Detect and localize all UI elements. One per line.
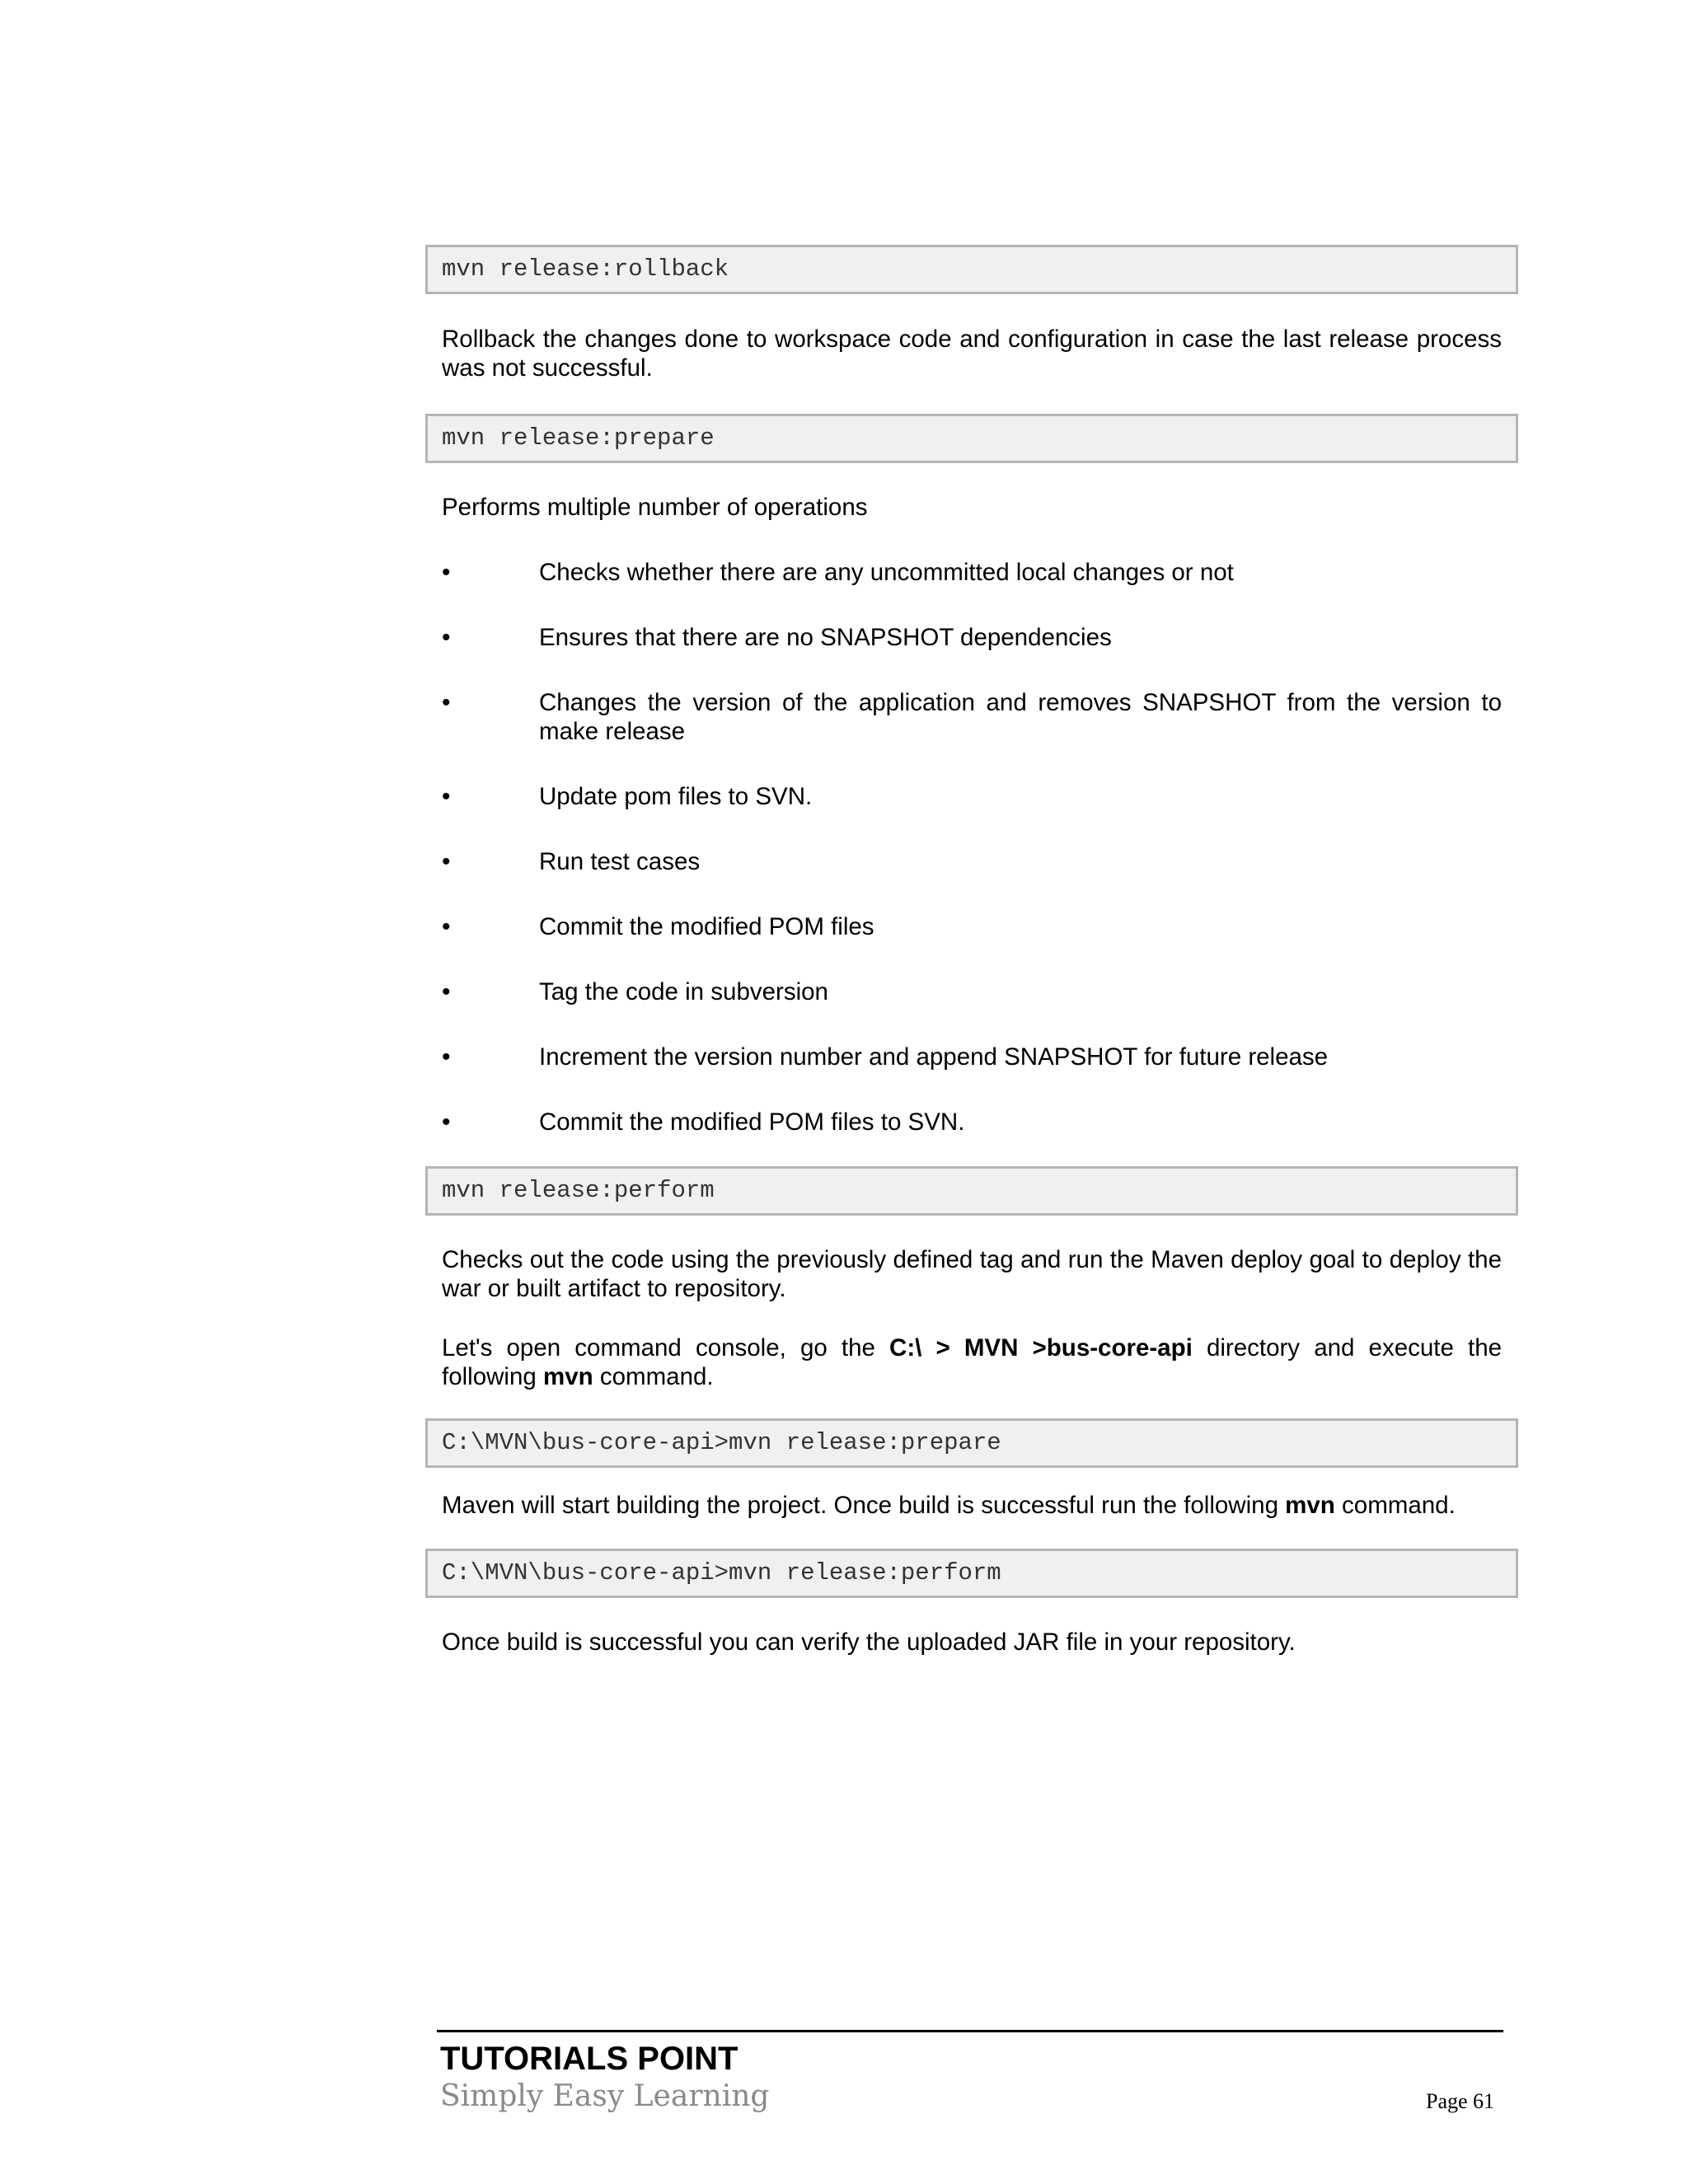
bullet-icon: •: [442, 624, 451, 651]
bullet-icon: •: [442, 689, 451, 716]
footer-tagline: Simply Easy Learning: [440, 2079, 770, 2113]
list-item-text: Increment the version number and append SNAPSHOT for future release: [539, 1043, 1329, 1071]
final-description: Once build is successful you can verify the uploaded JAR file in your repository.: [442, 1629, 1296, 1656]
list-item-text: Changes the version of the application and removes SNAPSHOT from the version to make release: [539, 689, 1502, 745]
list-item-text: Update pom files to SVN.: [539, 783, 813, 810]
console-command: mvn: [542, 1363, 593, 1390]
footer-divider: [437, 2030, 1503, 2032]
code-block-perform: mvn release:perform: [425, 1166, 1518, 1216]
code-block-rollback: mvn release:rollback: [425, 245, 1518, 294]
list-item-text: Checks whether there are any uncommitted local changes or not: [539, 559, 1234, 586]
console-paragraph: [442, 1333, 1502, 1391]
perform-description: Checks out the code using the previously defined tag and run the Maven deploy goal to deploy the war or built artifact to repository.: [442, 1246, 1502, 1302]
rollback-description: Rollback the changes done to workspace code and configuration in case the last release process was not successful.: [442, 326, 1502, 382]
list-item-text: Run test cases: [539, 848, 701, 875]
bullet-icon: •: [442, 848, 451, 875]
prepare-description: Performs multiple number of operations: [442, 494, 868, 521]
list-item-text: Ensures that there are no SNAPSHOT dependencies: [539, 624, 1112, 651]
bullet-icon: •: [442, 978, 451, 1005]
code-block-cli-perform: C:\MVN\bus-core-api>mvn release:perform: [425, 1549, 1518, 1598]
console-path: C:\ > MVN >bus-core-api: [889, 1334, 1193, 1361]
bullet-icon: •: [442, 913, 451, 940]
console-text-3: command.: [593, 1363, 714, 1390]
list-item-text: Tag the code in subversion: [539, 978, 828, 1005]
footer-brand: TUTORIALS POINT: [440, 2041, 738, 2077]
build-text-2: command.: [1334, 1492, 1456, 1519]
list-item-text: Commit the modified POM files: [539, 913, 874, 940]
console-text-2: directory and execute the following: [442, 1334, 1503, 1390]
code-block-prepare: mvn release:prepare: [425, 414, 1518, 463]
build-text-1: Maven will start building the project. Once build is successful run the following: [442, 1492, 1286, 1519]
list-item-text: Commit the modified POM files to SVN.: [539, 1108, 965, 1136]
bullet-icon: •: [442, 1043, 451, 1071]
console-text-1: Let's open command console, go the: [442, 1334, 890, 1361]
code-block-cli-prepare: C:\MVN\bus-core-api>mvn release:prepare: [425, 1418, 1518, 1468]
build-command: mvn: [1285, 1492, 1335, 1519]
bullet-icon: •: [442, 783, 451, 810]
page-number: Page 61: [1426, 2089, 1495, 2113]
bullet-icon: •: [442, 559, 451, 586]
bullet-icon: •: [442, 1108, 451, 1136]
build-paragraph: [442, 1491, 1502, 1520]
